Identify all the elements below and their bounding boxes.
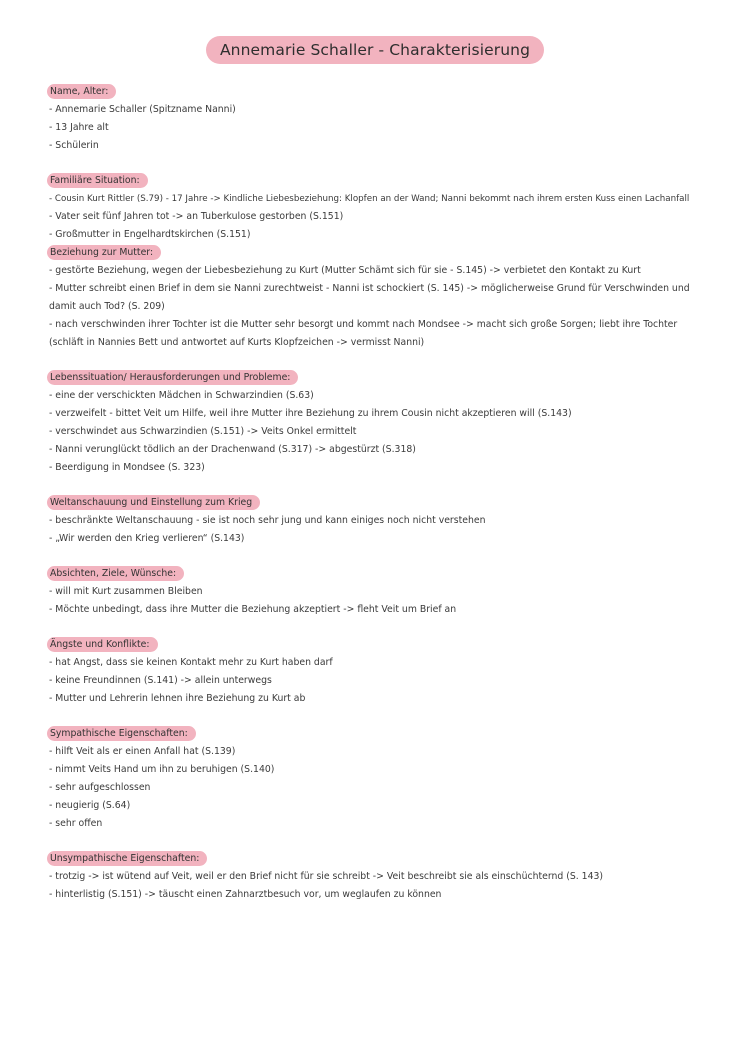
list-item: - Möchte unbedingt, dass ihre Mutter die Beziehung akzeptiert -> fleht Veit um Brief an [49,604,457,615]
list-item: - Annemarie Schaller (Spitzname Nanni) [49,104,236,115]
list-item: - hilft Veit als er einen Anfall hat (S.139) [49,746,236,757]
list-item: - Mutter schreibt einen Brief in dem sie Nanni zurechtweist - Nanni ist schockiert (S. 145) -> möglicherweise Grund für Verschwinden und damit auch Tod? (S. 209) [49,283,690,312]
section-life-situation [49,369,699,477]
section-goals [49,565,699,619]
list-item: - Cousin Kurt Rittler (S.79) - 17 Jahre -> Kindliche Liebesbeziehung: Klopfen an der Wand; Nanni bekommt nach ihrem ersten Kuss einen Lachanfall [49,194,690,204]
section-heading: Lebenssituation/ Herausforderungen und Probleme: [47,370,298,385]
list-item: - verschwindet aus Schwarzindien (S.151) -> Veits Onkel ermittelt [49,426,357,437]
list-item: - Vater seit fünf Jahren tot -> an Tuberkulose gestorben (S.151) [49,211,344,222]
section-mother [49,244,699,352]
list-item: - „Wir werden den Krieg verlieren“ (S.143) [49,533,245,544]
list-item: - Schülerin [49,140,99,151]
list-item: - verzweifelt - bittet Veit um Hilfe, weil ihre Mutter ihre Beziehung zu ihrem Cousin nicht akzeptieren will (S.143) [49,408,572,419]
section-sympathetic [49,725,699,833]
section-heading: Ängste und Konflikte: [47,637,158,652]
section-heading: Name, Alter: [47,84,116,99]
list-item: - keine Freundinnen (S.141) -> allein unterwegs [49,675,272,686]
list-item: - hinterlistig (S.151) -> täuscht einen Zahnarztbesuch vor, um weglaufen zu können [49,889,442,900]
list-item: - Nanni verunglückt tödlich an der Drachenwand (S.317) -> abgestürzt (S.318) [49,444,416,455]
list-item: - trotzig -> ist wütend auf Veit, weil er den Brief nicht für sie schreibt -> Veit beschreibt sie als einschüchternd (S. 143) [49,871,604,882]
list-item: - beschränkte Weltanschauung - sie ist noch sehr jung und kann einiges noch nicht verstehen [49,515,486,526]
list-item: - Mutter und Lehrerin lehnen ihre Beziehung zu Kurt ab [49,693,306,704]
list-item: - nimmt Veits Hand um ihn zu beruhigen (S.140) [49,764,275,775]
list-item: - 13 Jahre alt [49,122,109,133]
document-body [49,83,699,904]
section-heading: Sympathische Eigenschaften: [47,726,196,741]
list-item: - Beerdigung in Mondsee (S. 323) [49,462,205,473]
section-heading: Beziehung zur Mutter: [47,245,161,260]
list-item: - sehr offen [49,818,103,829]
section-name-age [49,83,699,155]
list-item: - sehr aufgeschlossen [49,782,151,793]
list-item: - neugierig (S.64) [49,800,131,811]
section-family [49,172,699,244]
section-heading: Weltanschauung und Einstellung zum Krieg [47,495,260,510]
title-container [0,36,750,64]
section-worldview [49,494,699,548]
section-unsympathetic [49,850,699,904]
list-item: - eine der verschickten Mädchen in Schwarzindien (S.63) [49,390,314,401]
section-heading: Unsympathische Eigenschaften: [47,851,207,866]
section-heading: Absichten, Ziele, Wünsche: [47,566,184,581]
section-fears [49,636,699,708]
list-item: - gestörte Beziehung, wegen der Liebesbeziehung zu Kurt (Mutter Schämt sich für sie - S.145) -> verbietet den Kontakt zu Kurt [49,265,641,276]
list-item: - will mit Kurt zusammen Bleiben [49,586,203,597]
page-title: Annemarie Schaller - Charakterisierung [206,36,544,64]
list-item: - hat Angst, dass sie keinen Kontakt mehr zu Kurt haben darf [49,657,333,668]
list-item: - Großmutter in Engelhardtskirchen (S.151) [49,229,251,240]
section-heading: Familiäre Situation: [47,173,148,188]
list-item: - nach verschwinden ihrer Tochter ist die Mutter sehr besorgt und kommt nach Mondsee -> macht sich große Sorgen; liebt ihre Tochter (schläft in Nannies Bett und antwortet auf Kurts Klopfzeichen -> vermisst Nanni) [49,319,678,348]
